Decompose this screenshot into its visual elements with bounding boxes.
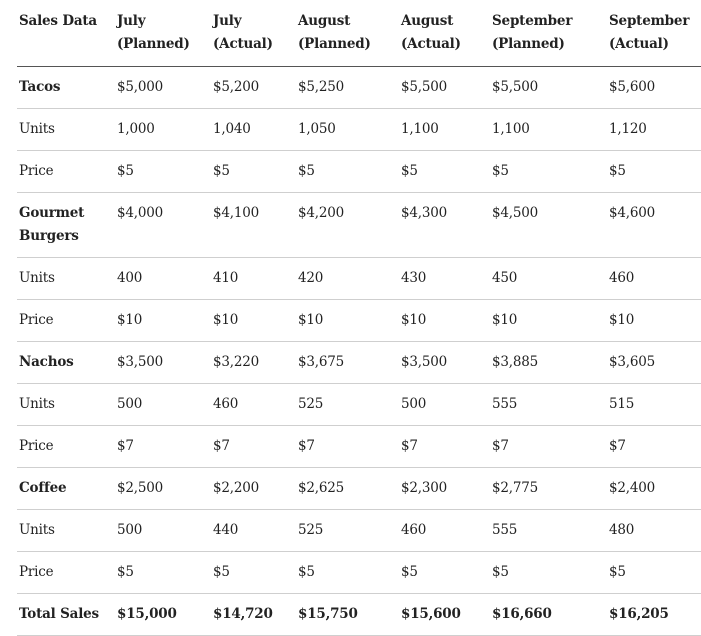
- table-cell: 555: [490, 510, 607, 552]
- row-label: Price: [17, 426, 115, 468]
- header-july-actual: July (Actual): [211, 0, 296, 67]
- row-label: Nachos: [17, 342, 115, 384]
- detail-row: [17, 384, 701, 426]
- table-cell: 500: [115, 510, 211, 552]
- table-cell: $5: [399, 151, 490, 193]
- table-cell: $5: [399, 552, 490, 594]
- row-label: Total Sales: [17, 594, 115, 636]
- table-cell: $16,205: [607, 594, 701, 636]
- table-cell: 420: [296, 258, 399, 300]
- row-label: Gourmet Burgers: [17, 193, 115, 258]
- table-cell: $2,300: [399, 468, 490, 510]
- header-august-planned: August (Planned): [296, 0, 399, 67]
- row-label: Units: [17, 258, 115, 300]
- table-cell: 515: [607, 384, 701, 426]
- table-cell: 1,100: [490, 109, 607, 151]
- table-cell: $10: [490, 300, 607, 342]
- table-cell: $5: [296, 552, 399, 594]
- product-row: [17, 342, 701, 384]
- table-cell: $5,600: [607, 67, 701, 109]
- table-cell: 460: [607, 258, 701, 300]
- table-cell: $5: [490, 151, 607, 193]
- table-cell: $4,500: [490, 193, 607, 258]
- table-cell: 400: [115, 258, 211, 300]
- table-cell: 1,120: [607, 109, 701, 151]
- table-cell: 1,000: [115, 109, 211, 151]
- table-cell: 1,100: [399, 109, 490, 151]
- table-cell: $5: [607, 552, 701, 594]
- table-cell: $7: [115, 426, 211, 468]
- table-cell: $3,500: [399, 342, 490, 384]
- table-cell: $3,605: [607, 342, 701, 384]
- row-label: Price: [17, 552, 115, 594]
- table-cell: 460: [211, 384, 296, 426]
- table-cell: 480: [607, 510, 701, 552]
- header-sales-data: Sales Data: [17, 0, 115, 67]
- product-row: [17, 67, 701, 109]
- table-cell: $5,200: [211, 67, 296, 109]
- table-cell: 500: [399, 384, 490, 426]
- table-cell: 460: [399, 510, 490, 552]
- table-cell: $4,600: [607, 193, 701, 258]
- table-cell: $4,100: [211, 193, 296, 258]
- table-cell: $10: [115, 300, 211, 342]
- table-cell: 410: [211, 258, 296, 300]
- table-body: [17, 67, 701, 636]
- table-header: [17, 0, 701, 67]
- table-cell: $7: [399, 426, 490, 468]
- header-september-actual: September (Actual): [607, 0, 701, 67]
- table-cell: 500: [115, 384, 211, 426]
- table-cell: $7: [607, 426, 701, 468]
- header-july-planned: July (Planned): [115, 0, 211, 67]
- table-cell: $16,660: [490, 594, 607, 636]
- table-cell: 450: [490, 258, 607, 300]
- table-cell: $3,675: [296, 342, 399, 384]
- table-cell: 430: [399, 258, 490, 300]
- product-row: [17, 468, 701, 510]
- table-cell: $10: [607, 300, 701, 342]
- table-cell: 525: [296, 384, 399, 426]
- table-cell: $7: [211, 426, 296, 468]
- table-cell: $5: [115, 552, 211, 594]
- table-cell: $2,500: [115, 468, 211, 510]
- detail-row: [17, 300, 701, 342]
- table-cell: $10: [296, 300, 399, 342]
- table-cell: $2,400: [607, 468, 701, 510]
- header-row: [17, 0, 701, 67]
- header-september-planned: September (Planned): [490, 0, 607, 67]
- total-row: [17, 594, 701, 636]
- table-cell: 555: [490, 384, 607, 426]
- table-cell: $4,300: [399, 193, 490, 258]
- table-cell: 525: [296, 510, 399, 552]
- table-cell: $7: [490, 426, 607, 468]
- row-label: Coffee: [17, 468, 115, 510]
- table-cell: $15,000: [115, 594, 211, 636]
- table-cell: $5: [490, 552, 607, 594]
- detail-row: [17, 258, 701, 300]
- table-cell: $4,200: [296, 193, 399, 258]
- table-cell: $5,500: [490, 67, 607, 109]
- table-cell: $4,000: [115, 193, 211, 258]
- table-cell: $5: [607, 151, 701, 193]
- row-label: Tacos: [17, 67, 115, 109]
- table-cell: $5,250: [296, 67, 399, 109]
- table-cell: $5,500: [399, 67, 490, 109]
- table-cell: $5,000: [115, 67, 211, 109]
- row-label: Units: [17, 510, 115, 552]
- detail-row: [17, 426, 701, 468]
- detail-row: [17, 151, 701, 193]
- table-cell: $10: [399, 300, 490, 342]
- table-cell: 1,040: [211, 109, 296, 151]
- table-cell: $5: [296, 151, 399, 193]
- table-cell: $15,600: [399, 594, 490, 636]
- row-label: Units: [17, 384, 115, 426]
- table-cell: $5: [211, 552, 296, 594]
- table-cell: $3,220: [211, 342, 296, 384]
- detail-row: [17, 552, 701, 594]
- detail-row: [17, 510, 701, 552]
- table-cell: $3,885: [490, 342, 607, 384]
- table-cell: $2,200: [211, 468, 296, 510]
- table-cell: $2,775: [490, 468, 607, 510]
- table-cell: $7: [296, 426, 399, 468]
- table-cell: 1,050: [296, 109, 399, 151]
- detail-row: [17, 109, 701, 151]
- product-row: [17, 193, 701, 258]
- table-cell: $5: [115, 151, 211, 193]
- row-label: Units: [17, 109, 115, 151]
- sales-data-table: [17, 0, 701, 636]
- table-cell: $14,720: [211, 594, 296, 636]
- table-cell: $5: [211, 151, 296, 193]
- table-cell: $10: [211, 300, 296, 342]
- table-cell: $15,750: [296, 594, 399, 636]
- table-cell: $2,625: [296, 468, 399, 510]
- table-cell: $3,500: [115, 342, 211, 384]
- header-august-actual: August (Actual): [399, 0, 490, 67]
- table-cell: 440: [211, 510, 296, 552]
- row-label: Price: [17, 300, 115, 342]
- row-label: Price: [17, 151, 115, 193]
